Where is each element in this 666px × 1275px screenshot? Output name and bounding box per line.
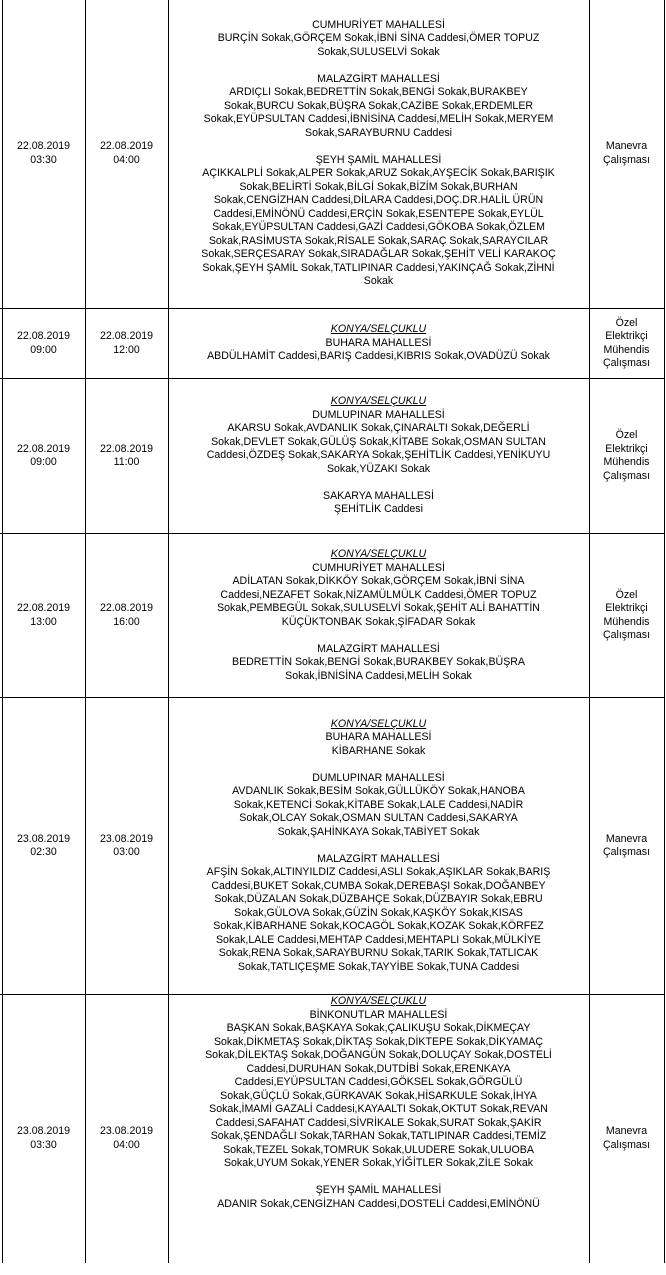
street-list-line: Sokak,YÜZAKI Sokak	[326, 462, 431, 475]
work-type-cell	[589, 534, 664, 698]
schedule-row	[0, 534, 664, 698]
street-list-line: Caddesi,DURUHAN Sokak,DUTDİBİ Sokak,ERENKAYA	[246, 1062, 511, 1075]
neighborhood-name: SAKARYA MAHALLESİ	[323, 489, 434, 502]
street-list-line: ARDIÇLI Sokak,BEDRETTİN Sokak,BENGİ Sokak,BURAKBEY	[229, 86, 528, 98]
street-list-line: Caddesi,ÖZDEŞ Sokak,SAKARYA Sokak,ŞEHİTLİK Caddesi,YENİKUYU	[206, 449, 551, 462]
work-type-text: Mühendis	[603, 615, 650, 628]
city-label: KONYA/SELÇUKLU	[330, 717, 427, 730]
street-list-line: Sokak,ŞEYH ŞAMİL Sokak,TATLIPINAR Caddesi,YAKINÇAĞ Sokak,ZİHNİ	[202, 261, 555, 274]
street-list-line: Sokak,SARAYBURNU Caddesi	[305, 126, 452, 139]
street-list-line: Sokak,CENGİZHAN Caddesi,DİLARA Caddesi,DOÇ.DR.HALİL ÜRÜN	[213, 194, 544, 206]
street-list-line: BAŞKAN Sokak,BAŞKAYA Sokak,ÇALIKUŞU Sokak,DİKMEÇAY	[226, 1022, 531, 1034]
location-cell	[168, 698, 589, 995]
time-text: 12:00	[113, 343, 140, 356]
spacer	[171, 476, 587, 490]
street-list-line: Sokak,GÜLOVA Sokak,GÜZİN Sokak,KAŞKÖY Sokak,KISAS	[234, 906, 523, 919]
street-list-line: Sokak,KİBARHANE Sokak,KOCAGÖL Sokak,KOZAK Sokak,KÖRFEZ	[213, 920, 544, 933]
schedule-row	[0, 309, 664, 379]
street-list-line: Caddesi,BUKET Sokak,CUMBA Sokak,DEREBAŞI Sokak,DOĞANBEY	[211, 879, 546, 892]
street-list-line: Sokak,TEZEL Sokak,TOMRUK Sokak,ULUDERE Sokak,ULUOBA	[223, 1143, 534, 1156]
street-list-line: Sokak,TATLIÇEŞME Sokak,TAYYİBE Sokak,TUNA Caddesi	[237, 960, 520, 973]
location-cell	[168, 534, 589, 698]
work-type-text: Mühendis	[603, 456, 650, 468]
street-list-line: Sokak,RASİMUSTA Sokak,RİSALE Sokak,SARAÇ Sokak,SARAYCILAR	[208, 234, 549, 247]
street-list-line: Caddesi,NEZAFET Sokak,NİZAMÜLMÜLK Caddesi,ÖMER TOPUZ	[220, 588, 537, 601]
neighborhood-name: DUMLUPINAR MAHALLESİ	[312, 771, 445, 784]
start-datetime-cell	[2, 309, 85, 379]
street-list-line: Sokak,OLCAY Sokak,OSMAN SULTAN Caddesi,SAKARYA	[239, 812, 518, 825]
start-datetime-cell	[2, 0, 85, 309]
start-datetime-cell	[2, 379, 85, 534]
date-text: 23.08.2019	[99, 1125, 154, 1137]
work-type-text: Çalışması	[602, 153, 651, 166]
date-text: 23.08.2019	[16, 832, 71, 845]
street-list-line: Sokak,İBNİSİNA Caddesi,MELİH Sokak	[285, 669, 472, 682]
street-list-line: Sokak,GÜÇLÜ Sokak,GÜRKAVAK Sokak,HİSARKULE Sokak,İHYA	[220, 1089, 537, 1102]
work-type-text: Çalışması	[602, 629, 651, 641]
time-text: 09:00	[30, 456, 57, 468]
city-label: KONYA/SELÇUKLU	[330, 395, 427, 408]
date-text: 22.08.2019	[99, 140, 154, 152]
neighborhood-name: BUHARA MAHALLESİ	[325, 731, 432, 744]
street-list-line: Sokak,PEMBEGÜL Sokak,SULUSELVİ Sokak,ŞEHİT ALİ BAHATTİN	[217, 602, 540, 614]
street-list-line: Sokak,DÜZALAN Sokak,DÜZBAHÇE Sokak,DÜZBAYIR Sokak,EBRU	[214, 893, 543, 906]
street-list-line: Sokak,ŞENDAĞLI Sokak,TARHAN Sokak,TATLIPINAR Caddesi,TEMİZ	[210, 1130, 547, 1142]
work-type-cell	[589, 995, 664, 1263]
spacer	[171, 59, 587, 73]
date-text: 22.08.2019	[16, 330, 71, 342]
end-datetime-cell	[85, 0, 168, 309]
street-list-line: Caddesi,EMİNÖNÜ Caddesi,ERÇİN Sokak,ESENTEPE Sokak,EYLÜL	[213, 207, 544, 220]
date-text: 22.08.2019	[99, 602, 154, 614]
street-list-line: AKARSU Sokak,AVDANLIK Sokak,ÇINARALTI Sokak,DEĞERLİ	[227, 422, 530, 435]
neighborhood-name: CUMHURİYET MAHALLESİ	[312, 18, 445, 31]
street-list-line: AVDANLIK Sokak,BESİM Sokak,GÜLLÜKÖY Sokak,HANOBA	[232, 785, 525, 798]
neighborhood-name: MALAZGİRT MAHALLESİ	[317, 72, 440, 85]
schedule-row	[0, 698, 664, 995]
neighborhood-name: DUMLUPINAR MAHALLESİ	[312, 408, 445, 421]
street-list-line: Sokak,RENA Sokak,SARAYBURNU Sokak,TARIK Sokak,TATLICAK	[218, 947, 539, 960]
street-list-line: Sokak,BELİRTİ Sokak,BİLGİ Sokak,BİZİM Sokak,BURHAN	[239, 180, 518, 193]
neighborhood-name: MALAZGİRT MAHALLESİ	[317, 852, 440, 865]
work-type-text: Elektrikçi	[605, 330, 648, 342]
street-list-line: AÇIKKALPLİ Sokak,ALPER Sokak,ARUZ Sokak,AYŞECİK Sokak,BARIŞIK	[202, 167, 555, 179]
time-text: 03:00	[113, 846, 140, 858]
end-datetime-cell	[85, 309, 168, 379]
time-text: 02:30	[30, 846, 57, 858]
street-list-line: Sokak,SULUSELVİ Sokak	[317, 45, 440, 58]
work-type-text: Özel	[615, 588, 638, 601]
date-text: 23.08.2019	[99, 832, 154, 845]
work-type-text: Çalışması	[602, 846, 651, 858]
work-type-text: Manevra	[605, 832, 648, 845]
spacer	[171, 140, 587, 154]
street-list-line: Sokak,BURCU Sokak,BÜŞRA Sokak,CAZİBE Sokak,ERDEMLER	[223, 99, 534, 112]
street-list-line: KÜÇÜKTONBAK Sokak,ŞİFADAR Sokak	[281, 615, 476, 628]
street-list-line: Sokak,EYÜPSULTAN Caddesi,GAZİ Caddesi,GÖKOBA Sokak,ÖZLEM	[212, 221, 545, 233]
work-type-text: Özel	[615, 316, 638, 329]
street-list-line: Sokak,İMAMİ GAZALİ Caddesi,KAYAALTI Sokak,OKTUT Sokak,REVAN	[209, 1103, 548, 1115]
work-type-text: Çalışması	[602, 357, 651, 369]
city-label: KONYA/SELÇUKLU	[330, 548, 427, 560]
street-list-line: Sokak,UYUM Sokak,YENER Sokak,YİĞİTLER Sokak,ZİLE Sokak	[223, 1157, 534, 1169]
time-text: 11:00	[113, 456, 140, 468]
street-list-line: BEDRETTİN Sokak,BENGİ Sokak,BURAKBEY Sokak,BÜŞRA	[232, 656, 525, 668]
work-type-text: Özel	[615, 429, 638, 441]
time-text: 03:30	[30, 1138, 57, 1151]
spacer	[171, 1171, 587, 1185]
street-list-line: Sokak,SERÇESARAY Sokak,SIRADAĞLAR Sokak,ŞEHİT VELİ KARAKOÇ	[201, 248, 556, 260]
street-list-line: ŞEHİTLİK Caddesi	[334, 503, 423, 516]
work-type-text: Elektrikçi	[605, 602, 648, 614]
location-cell	[168, 309, 589, 379]
spacer	[171, 839, 587, 853]
neighborhood-name: BUHARA MAHALLESİ	[325, 336, 432, 349]
street-list-line: BURÇİN Sokak,GÖRÇEM Sokak,İBNİ SİNA Caddesi,ÖMER TOPUZ	[217, 32, 540, 44]
end-datetime-cell	[85, 995, 168, 1263]
street-list-line: Sokak,KETENCİ Sokak,KİTABE Sokak,LALE Caddesi,NADİR	[233, 798, 524, 811]
location-cell	[168, 995, 589, 1263]
street-list-line: Sokak,DİKMETAŞ Sokak,DİKTAŞ Sokak,DİKTEPE Sokak,DİKYAMAÇ	[213, 1035, 544, 1048]
street-list-line: Sokak	[363, 275, 394, 287]
street-list-line: KİBARHANE Sokak	[331, 744, 426, 757]
date-text: 23.08.2019	[16, 1125, 71, 1137]
end-datetime-cell	[85, 379, 168, 534]
work-type-text: Mühendis	[603, 343, 650, 356]
work-type-text: Elektrikçi	[605, 442, 648, 455]
street-list-line: AFŞİN Sokak,ALTINYILDIZ Caddesi,ASLI Sokak,AŞIKLAR Sokak,BARIŞ	[206, 866, 551, 879]
date-text: 22.08.2019	[16, 442, 71, 455]
date-text: 22.08.2019	[16, 140, 71, 152]
street-list-line: Sokak,ŞAHİNKAYA Sokak,TABİYET Sokak	[277, 825, 480, 838]
spacer	[171, 758, 587, 772]
start-datetime-cell	[2, 995, 85, 1263]
location-cell	[168, 379, 589, 534]
street-list-line: Sokak,LALE Caddesi,MEHTAP Caddesi,MEHTAPLI Sokak,MÜLKİYE	[215, 933, 541, 946]
time-text: 04:00	[113, 1138, 140, 1151]
schedule-row	[0, 995, 664, 1263]
work-type-text: Manevra	[605, 1125, 648, 1137]
schedule-row	[0, 0, 664, 309]
start-datetime-cell	[2, 534, 85, 698]
schedule-row	[0, 379, 664, 534]
street-list-line: Sokak,EYÜPSULTAN Caddesi,İBNİSİNA Caddesi,MELİH Sokak,MERYEM	[203, 113, 554, 125]
date-text: 22.08.2019	[16, 602, 71, 614]
date-text: 22.08.2019	[99, 330, 154, 342]
city-label: KONYA/SELÇUKLU	[330, 323, 427, 336]
neighborhood-name: BİNKONUTLAR MAHALLESİ	[309, 1008, 448, 1021]
work-type-cell	[589, 698, 664, 995]
work-type-text: Çalışması	[602, 1138, 651, 1151]
work-type-text: Çalışması	[602, 469, 651, 482]
time-text: 04:00	[113, 153, 140, 166]
street-list-line: Sokak,DEVLET Sokak,GÜLÜŞ Sokak,KİTABE Sokak,OSMAN SULTAN	[211, 435, 546, 448]
street-list-line: Caddesi,SAFAHAT Caddesi,SİVRİKALE Sokak,SURAT Sokak,ŞAKİR	[215, 1116, 542, 1129]
time-text: 03:30	[30, 153, 57, 166]
work-type-cell	[589, 379, 664, 534]
time-text: 16:00	[113, 615, 140, 628]
street-list-line: Caddesi,EYÜPSULTAN Caddesi,GÖKSEL Sokak,GÖRGÜLÜ	[234, 1076, 523, 1088]
neighborhood-name: ŞEYH ŞAMİL MAHALLESİ	[315, 1184, 442, 1196]
location-cell	[168, 0, 589, 309]
work-type-cell	[589, 309, 664, 379]
neighborhood-name: MALAZGİRT MAHALLESİ	[317, 642, 440, 655]
date-text: 22.08.2019	[99, 442, 154, 455]
end-datetime-cell	[85, 534, 168, 698]
city-label: KONYA/SELÇUKLU	[330, 995, 427, 1007]
street-list-line: Sokak,DİLEKTAŞ Sokak,DOĞANGÜN Sokak,DOLUÇAY Sokak,DOSTELİ	[205, 1049, 552, 1061]
neighborhood-name: ŞEYH ŞAMİL MAHALLESİ	[315, 153, 442, 166]
street-list-line: ADANIR Sokak,CENGİZHAN Caddesi,DOSTELİ Caddesi,EMİNÖNÜ	[217, 1197, 540, 1210]
work-type-cell	[589, 0, 664, 309]
street-list-line: ABDÜLHAMİT Caddesi,BARIŞ Caddesi,KIBRIS Sokak,OVADÜZÜ Sokak	[207, 350, 550, 363]
time-text: 13:00	[30, 615, 57, 628]
end-datetime-cell	[85, 698, 168, 995]
start-datetime-cell	[2, 698, 85, 995]
neighborhood-name: CUMHURİYET MAHALLESİ	[312, 561, 445, 574]
time-text: 09:00	[30, 343, 57, 356]
spacer	[171, 629, 587, 643]
street-list-line: ADİLATAN Sokak,DİKKÖY Sokak,GÖRÇEM Sokak,İBNİ SİNA	[232, 575, 525, 587]
work-type-text: Manevra	[605, 140, 648, 152]
